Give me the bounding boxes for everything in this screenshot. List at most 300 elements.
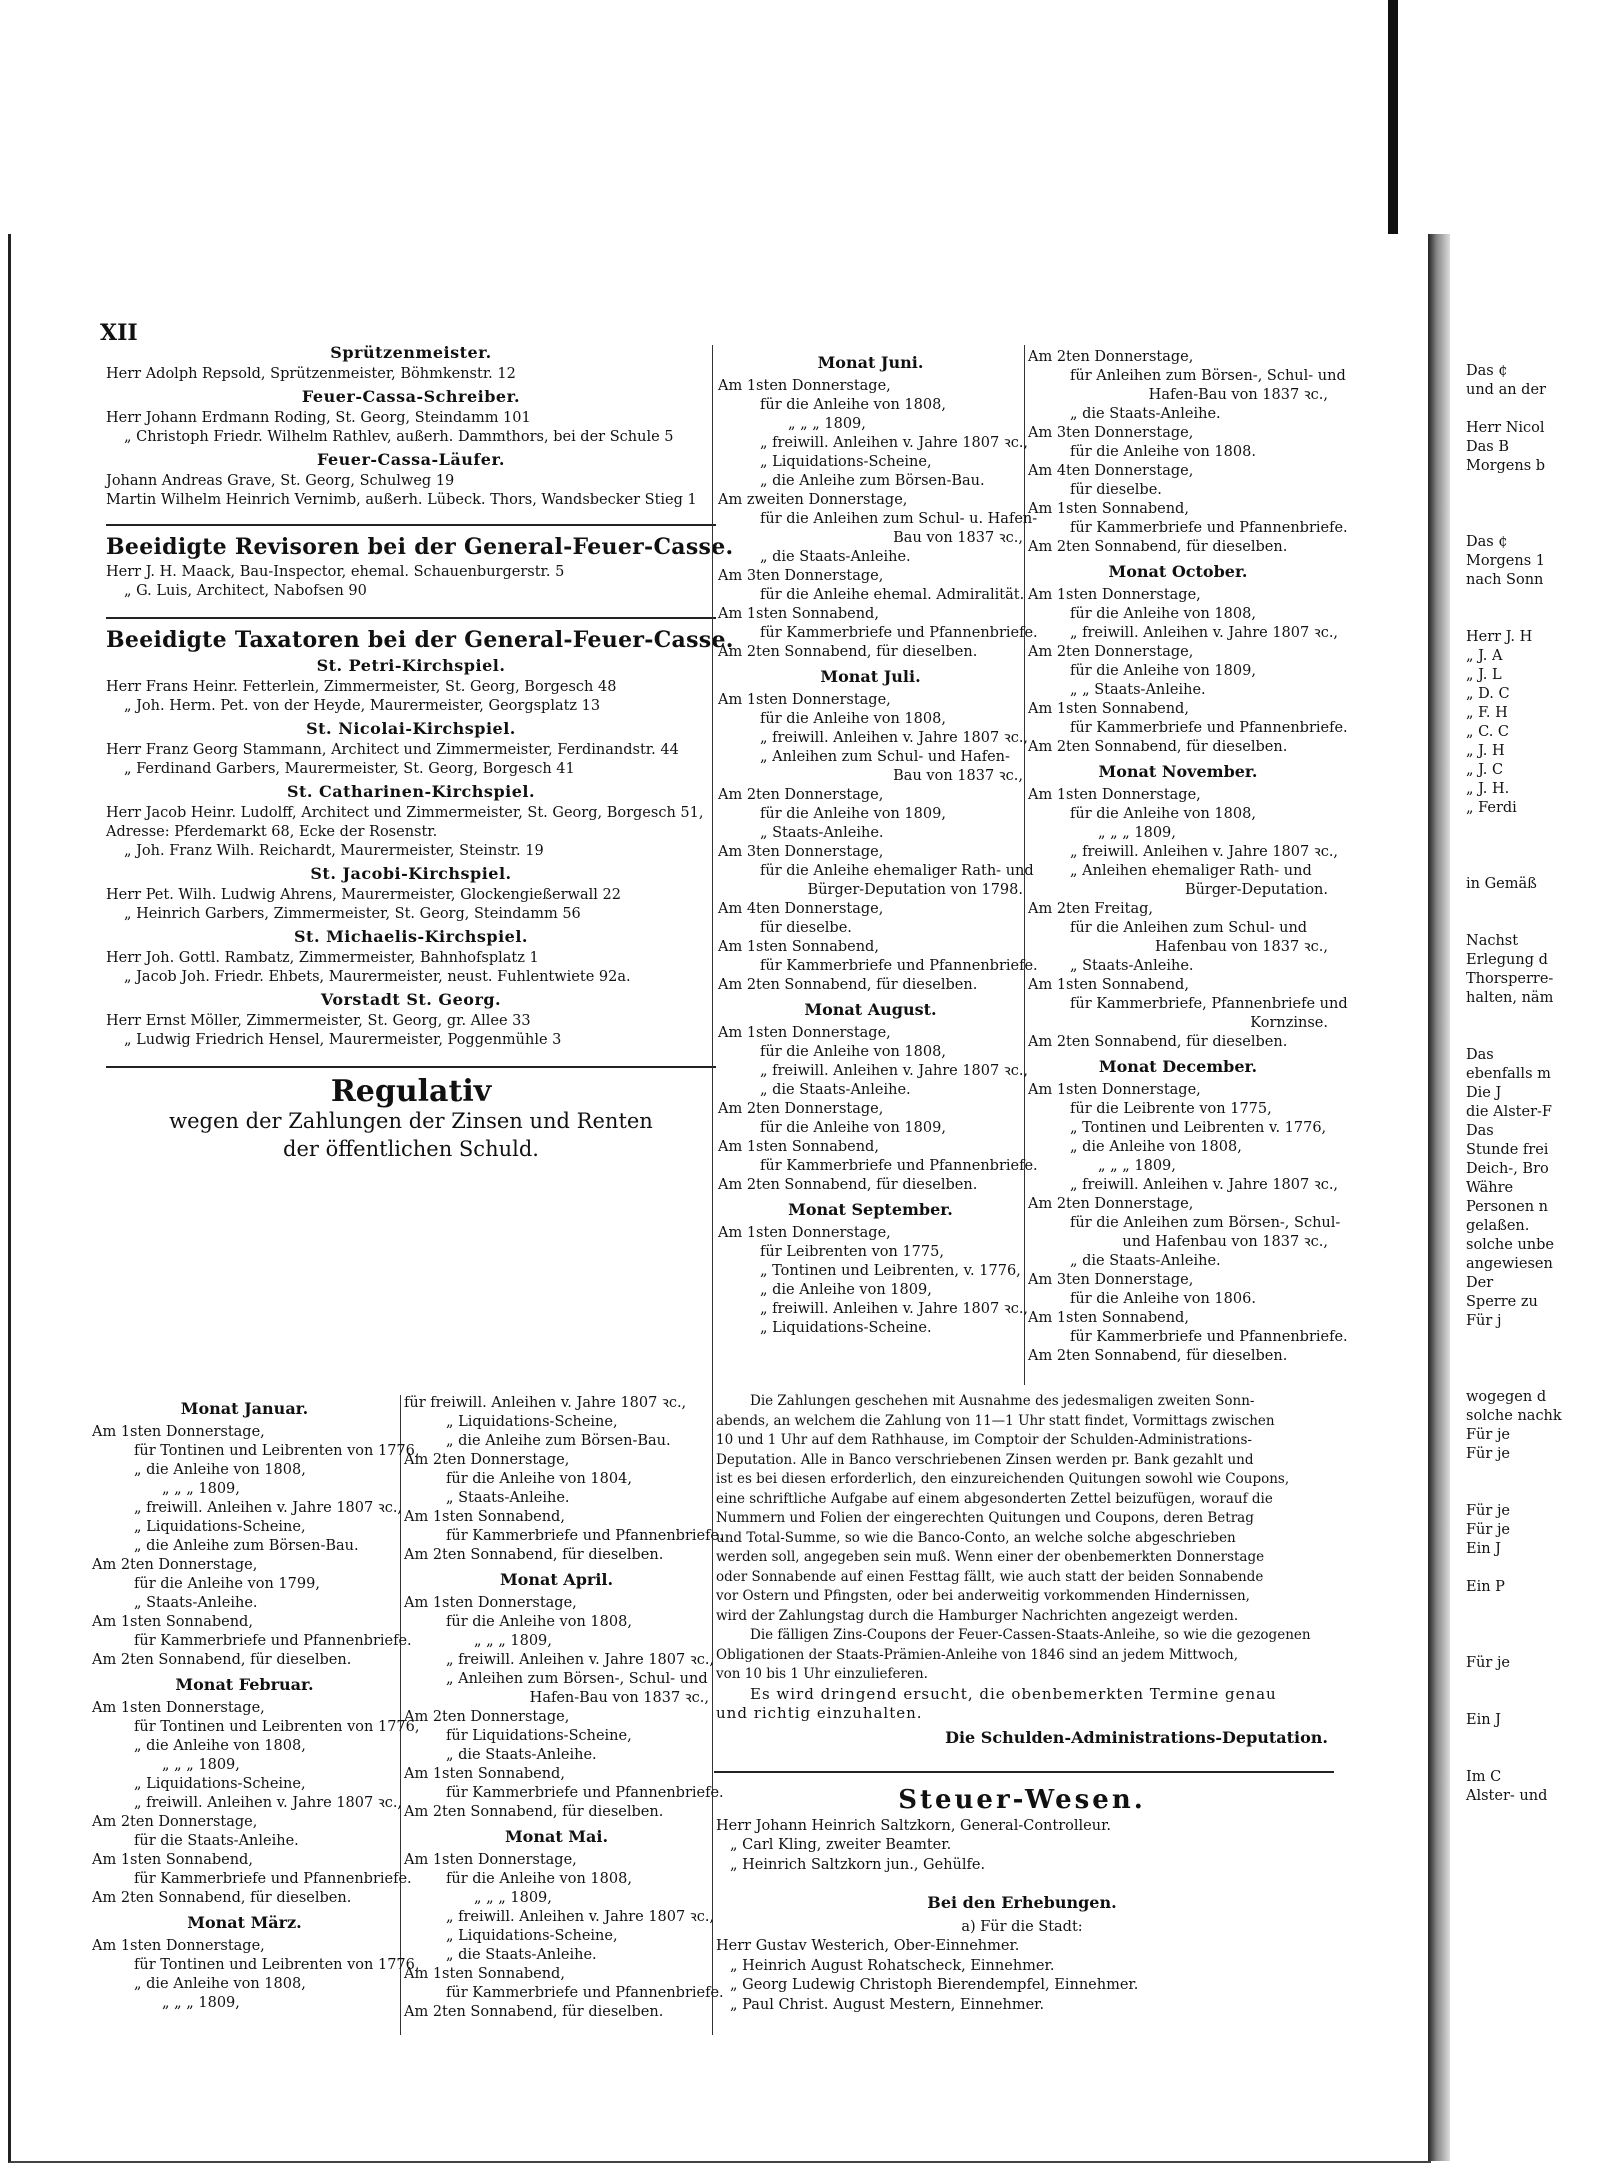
schedule-line: Am 2ten Sonnabend, für dieselben. [92,1652,352,1668]
schedule-line: Am 2ten Sonnabend, für dieselben. [92,1890,352,1906]
schedule-line: Am 1sten Sonnabend, [718,939,879,955]
fragment-line: Für j [1466,1313,1502,1329]
entry-line: Herr Adolph Repsold, Sprützenmeister, Böhmkenstr. 12 [106,366,516,382]
fragment-line: „ F. H [1466,705,1508,721]
fragment-line: „ D. C [1466,686,1510,702]
schedule-line: „ freiwill. Anleihen v. Jahre 1807 ꝛc., [446,1909,715,1925]
schedule-line: Am 2ten Sonnabend, für dieselben. [1028,1034,1288,1050]
book-gutter [1428,234,1450,2161]
schedule-line: Am 1sten Donnerstage, [718,1225,891,1241]
schedule-line: für dieselbe. [760,920,852,936]
fragment-line [1466,1483,1562,1502]
entry-line: „ Ferdinand Garbers, Maurermeister, St. Georg, Borgesch 41 [124,761,575,777]
schedule-line: „ freiwill. Anleihen v. Jahre 1807 ꝛc., [1070,625,1339,641]
notice-line: Deputation. Alle in Banco verschriebenen Zinsen werden pr. Bank gezahlt und [716,1451,1254,1468]
schedule-line: für Kammerbriefe und Pfannenbriefe. [446,1785,724,1801]
schedule-line: „ Liquidations-Scheine, [446,1928,618,1944]
fragment-line: „ J. L [1466,667,1502,683]
schedule-line: „ die Anleihe von 1808, [134,1976,306,1992]
month-heading: Monat Februar. [175,1675,314,1694]
fragment-line [1466,1369,1562,1388]
taxatoren-sections [106,656,716,1050]
schedule-line: Am zweiten Donnerstage, [718,492,908,508]
schedule-line: Am 3ten Donnerstage, [1028,425,1194,441]
regulativ-subtitle: wegen der Zahlungen der Zinsen und Renten [169,1109,653,1133]
schedule-line: für die Anleihen zum Schul- und [1070,920,1308,936]
schedule-line: Am 2ten Sonnabend, für dieselben. [404,1804,664,1820]
schedule-line: „ freiwill. Anleihen v. Jahre 1807 ꝛc., [760,435,1029,451]
entry-line: Martin Wilhelm Heinrich Vernimb, außerh. Lübeck. Thors, Wandsbecker Stieg 1 [106,492,697,508]
entry-line: „ Carl Kling, zweiter Beamter. [730,1837,952,1853]
schedule-line: „ die Anleihe zum Börsen-Bau. [446,1433,671,1449]
notice-line: von 10 bis 1 Uhr einzulieferen. [716,1666,928,1682]
scan-top-margin [0,0,1600,234]
schedule-line: „ die Staats-Anleihe. [1070,406,1221,422]
schedule-line: für Leibrenten von 1775, [760,1244,944,1260]
left-column [106,340,734,1163]
fragment-line: „ J. H. [1466,781,1510,797]
steuer-heading: Steuer-Wesen. [898,1785,1146,1815]
schedule-line: Am 2ten Donnerstage, [404,1452,570,1468]
schedule-line: Am 2ten Donnerstage, [92,1557,258,1573]
section-heading: Feuer-Cassa-Läufer. [316,450,505,469]
schedule-line: „ Tontinen und Leibrenten, v. 1776, [760,1263,1021,1279]
divider [106,617,716,619]
entry-line: Herr Ernst Möller, Zimmermeister, St. Georg, gr. Allee 33 [106,1013,531,1029]
schedule-line: Am 2ten Sonnabend, für dieselben. [404,2004,664,2020]
notice-paragraph [716,1392,1328,1626]
schedule-line: Am 3ten Donnerstage, [718,568,884,584]
entry-line: „ Heinrich Saltzkorn jun., Gehülfe. [730,1856,986,1873]
month-heading: Monat December. [1098,1057,1258,1076]
fragment-line [1466,1027,1562,1046]
schedule-line: „ die Staats-Anleihe. [760,1082,911,1098]
schedule-line: für die Leibrente von 1775, [1070,1101,1272,1117]
schedule-line: Am 2ten Sonnabend, für dieselben. [1028,1348,1288,1364]
notice-line: abends, an welchem die Zahlung von 11—1 Uhr statt findet, Vormittags zwischen [716,1412,1275,1429]
schedule-line: für Kammerbriefe und Pfannenbriefe. [760,958,1038,974]
entry-line: „ Georg Ludewig Christoph Bierendempfel, Einnehmer. [730,1977,1139,1993]
fragment-line: Morgens 1 [1466,553,1545,569]
fragment-line: Der [1466,1275,1494,1291]
schedule-line: „ Staats-Anleihe. [760,825,884,841]
parish-heading: St. Petri-Kirchspiel. [316,656,506,675]
schedule-line: Bau von 1837 ꝛc., [893,768,1023,784]
fragment-line: Im C [1466,1769,1502,1785]
column-rule [400,1395,401,2035]
parish-heading: St. Jacobi-Kirchspiel. [310,864,512,883]
fragment-line: „ C. C [1466,724,1510,740]
schedule-line: „ „ „ 1809, [1098,825,1176,841]
sub-heading: Bei den Erhebungen. [927,1893,1117,1912]
schedule-line: für Kammerbriefe und Pfannenbriefe. [760,1158,1038,1174]
month-heading: Monat Mai. [504,1827,609,1846]
schedule-line: für die Anleihe von 1808, [446,1614,632,1630]
fragment-line [1466,495,1562,514]
schedule-line: „ Tontinen und Leibrenten v. 1776, [1070,1120,1327,1136]
fragment-line: Ein J [1466,1541,1501,1557]
month-heading: Monat Juli. [820,667,921,686]
scan-dark-edge [1388,0,1398,234]
schedule-line: Bürger-Deputation. [1184,882,1328,898]
schedule-line: für Kammerbriefe und Pfannenbriefe. [1070,520,1348,536]
schedule-line: „ „ „ 1809, [788,416,866,432]
schedule-line: Am 2ten Sonnabend, für dieselben. [1028,539,1288,555]
regulativ-column-a [92,1394,420,2013]
schedule-line: „ „ „ 1809, [162,1757,240,1773]
fragment-line: Morgens b [1466,458,1546,474]
next-page-fragment [1450,234,1600,2161]
schedule-line: „ „ „ 1809, [1098,1158,1176,1174]
fragment-line [1466,1331,1562,1350]
schedule-line: „ freiwill. Anleihen v. Jahre 1807 ꝛc., [760,1063,1029,1079]
entry-line: „ Joh. Herm. Pet. von der Heyde, Maurermeister, Georgsplatz 13 [124,698,601,714]
parish-heading: St. Michaelis-Kirchspiel. [294,927,528,946]
schedule-line: für die Anleihe ehemal. Admiralität. [760,587,1025,603]
month-heading: Monat September. [788,1200,953,1219]
schedule-line: „ freiwill. Anleihen v. Jahre 1807 ꝛc., [134,1500,403,1516]
schedule-line: für die Anleihe von 1809, [760,1120,946,1136]
schedule-line: Am 2ten Sonnabend, für dieselben. [1028,739,1288,755]
schedule-line: Am 1sten Donnerstage, [404,1852,577,1868]
entry-line: Herr Pet. Wilh. Ludwig Ahrens, Maurermeister, Glockengießerwall 22 [106,887,621,903]
schedule-line: für die Anleihe ehemaliger Rath- und [760,863,1034,879]
schedule-line: Am 1sten Sonnabend, [92,1614,253,1630]
schedule-line: „ Anleihen zum Schul- und Hafen- [760,749,1010,765]
fragment-line: gelaßen. [1466,1218,1530,1234]
fragment-line [1466,1673,1562,1692]
entry-line: Herr Frans Heinr. Fetterlein, Zimmermeister, St. Georg, Borgesch 48 [106,679,617,695]
schedule-line: Am 1sten Donnerstage, [1028,787,1201,803]
notice-line: eine schriftliche Aufgabe auf einem abgesonderten Zettel beizufügen, worauf die [716,1490,1273,1507]
fragment-line: Für je [1466,1427,1511,1443]
fragment-line: Herr Nicol [1466,420,1545,436]
schedule-line: „ Anleihen ehemaliger Rath- und [1070,863,1312,879]
notice-line: 10 und 1 Uhr auf dem Rathhause, im Comptoir der Schulden-Administrations- [716,1432,1252,1448]
divider [106,524,716,526]
schedule-line: Am 2ten Sonnabend, für dieselben. [718,1177,978,1193]
schedule-line: Am 2ten Sonnabend, für dieselben. [718,977,978,993]
schedule-line: „ die Anleihe von 1808, [134,1738,306,1754]
schedule-line: „ Liquidations-Scheine, [446,1414,618,1430]
schedule-line: „ „ „ 1809, [474,1890,552,1906]
entry-line: Herr Johann Erdmann Roding, St. Georg, Steindamm 101 [106,410,531,426]
schedule-line: für die Anleihe von 1809, [760,806,946,822]
schedule-line: für die Anleihe von 1808, [1070,806,1256,822]
parish-heading: St. Catharinen-Kirchspiel. [286,782,536,801]
schedule-line: Am 2ten Donnerstage, [92,1814,258,1830]
schedule-line: „ die Staats-Anleihe. [760,549,911,565]
fragment-line: Sperre zu [1466,1294,1538,1310]
schedule-line: für Kammerbriefe und Pfannenbriefe. [134,1633,412,1649]
schedule-line: für die Anleihe von 1808. [1070,444,1256,460]
schedule-line: Am 1sten Sonnabend, [92,1852,253,1868]
section-heading: Feuer-Cassa-Schreiber. [301,387,521,406]
schedule-line: für Kammerbriefe und Pfannenbriefe. [446,1528,724,1544]
schedule-line: „ die Anleihe zum Börsen-Bau. [134,1538,359,1554]
page-number: XII [100,320,138,346]
schedule-line: „ Liquidations-Scheine, [134,1776,306,1792]
regulativ-subtitle: der öffentlichen Schuld. [283,1137,539,1161]
schedule-line: für freiwill. Anleihen v. Jahre 1807 ꝛc., [404,1395,687,1411]
schedule-line: für die Anleihe von 1808, [1070,606,1256,622]
month-heading: Monat Juni. [817,353,924,372]
schedule-line: für Kammerbriefe und Pfannenbriefe. [760,625,1038,641]
fragment-line: Das [1466,1123,1494,1139]
entry-line: Adresse: Pferdemarkt 68, Ecke der Rosenstr. [106,824,438,840]
schedule-line: Am 3ten Donnerstage, [718,844,884,860]
fragment-line: ebenfalls m [1466,1066,1551,1082]
fragment-line: Das [1466,1047,1494,1063]
entry-line: Herr Franz Georg Stammann, Architect und Zimmermeister, Ferdinandstr. 44 [106,742,679,758]
schedule-line: Am 2ten Sonnabend, für dieselben. [718,644,978,660]
schedule-line: „ die Staats-Anleihe. [1070,1253,1221,1269]
schedule-line: Am 1sten Donnerstage, [1028,1082,1201,1098]
fragment-line [1466,1350,1562,1369]
month-heading: Monat März. [187,1913,302,1932]
notice-paragraph [716,1626,1328,1685]
schedule-line: „ freiwill. Anleihen v. Jahre 1807 ꝛc., [1070,844,1339,860]
parish-heading: St. Nicolai-Kirchspiel. [306,719,516,738]
schedule-line: für die Anleihe von 1799, [134,1576,320,1592]
fragment-line: solche nachk [1466,1408,1562,1424]
entry-line: Herr Gustav Westerich, Ober-Einnehmer. [716,1938,1020,1954]
schedule-line: für die Anleihen zum Schul- u. Hafen- [760,511,1038,527]
schedule-line: „ die Anleihe von 1809, [760,1282,932,1298]
schedule-line: Am 1sten Sonnabend, [718,606,879,622]
schedule-line: für Kammerbriefe und Pfannenbriefe. [134,1871,412,1887]
schedule-line: Am 1sten Donnerstage, [1028,587,1201,603]
schedule-line: Am 2ten Donnerstage, [1028,1196,1194,1212]
fragment-line: Alster- und [1466,1788,1548,1804]
middle-column [718,348,1038,1338]
schedule-line: und Hafenbau von 1837 ꝛc., [1122,1234,1328,1250]
month-heading: Monat November. [1098,762,1258,781]
schedule-line: für die Anleihe von 1808, [446,1871,632,1887]
schedule-line: „ die Staats-Anleihe. [446,1747,597,1763]
schedule-line: „ Anleihen zum Börsen-, Schul- und [446,1671,708,1687]
fragment-line: in Gemäß [1466,876,1537,892]
fragment-line: Für je [1466,1446,1511,1462]
fragment-line: Personen n [1466,1199,1548,1215]
schedule-line: für Kammerbriefe und Pfannenbriefe. [446,1985,724,2001]
schedule-line: „ „ „ 1809, [474,1633,552,1649]
sub-section: a) Für die Stadt: [961,1918,1083,1935]
fragment-line [1466,609,1562,628]
fragment-line: Erlegung d [1466,952,1548,968]
schedule-line: Am 2ten Donnerstage, [1028,349,1194,365]
fragment-line [1466,1730,1562,1749]
fragment-line: Stunde frei [1466,1142,1549,1158]
schedule-line: „ die Anleihe von 1808, [134,1462,306,1478]
fragment-line [1466,1597,1562,1616]
fragment-line: Für je [1466,1522,1511,1538]
fragment-line [1466,1749,1562,1768]
section-heading: Sprützenmeister. [330,343,492,362]
schedule-line: Am 2ten Donnerstage, [1028,644,1194,660]
schedule-line: für die Anleihe von 1804, [446,1471,632,1487]
fragment-line: Nachst [1466,933,1519,949]
schedule-line: Am 1sten Sonnabend, [1028,701,1189,717]
schedule-line: für Liquidations-Scheine, [446,1728,632,1744]
notice-line: Es wird dringend ersucht, die obenbemerkten Termine genau [750,1684,1277,1703]
notice-line: Die fälligen Zins-Coupons der Feuer-Cassen-Staats-Anleihe, so wie die gezogenen [750,1627,1311,1643]
entry-line: Herr Johann Heinrich Saltzkorn, General-Controlleur. [716,1817,1112,1834]
schedule-line: für die Anleihe von 1808, [760,397,946,413]
schedule-line: Hafen-Bau von 1837 ꝛc., [1148,387,1328,403]
schedule-line: Am 1sten Donnerstage, [92,1938,265,1954]
schedule-line: Am 2ten Sonnabend, für dieselben. [404,1547,664,1563]
fragment-line: „ J. H [1466,743,1505,759]
notice-line: und Total-Summe, so wie die Banco-Conto, an welche solche abgeschrieben [716,1529,1236,1546]
fragment-line: angewiesen [1466,1256,1553,1272]
fragment-line [1466,913,1562,932]
fragment-line [1466,818,1562,837]
divider [714,1771,1334,1773]
entry-line: „ Ludwig Friedrich Hensel, Maurermeister, Poggenmühle 3 [124,1032,562,1048]
schedule-line: „ freiwill. Anleihen v. Jahre 1807 ꝛc., [760,1301,1029,1317]
schedule-line: Am 1sten Sonnabend, [404,1766,565,1782]
schedule-line: „ die Anleihe zum Börsen-Bau. [760,473,985,489]
entry-line: „ Heinrich August Rohatscheck, Einnehmer. [730,1957,1055,1974]
schedule-line: für Anleihen zum Börsen-, Schul- und [1070,368,1346,384]
schedule-line: „ freiwill. Anleihen v. Jahre 1807 ꝛc., [760,730,1029,746]
fragment-line: Ein J [1466,1712,1501,1728]
notice-line: werden soll, angegeben sein muß. Wenn einer der obenbemerkten Donnerstage [716,1549,1265,1565]
payment-notice [716,1392,1328,2015]
fragment-line: Für je [1466,1503,1511,1519]
next-page-lines [1466,362,1562,1806]
notice-line: Die Zahlungen geschehen mit Ausnahme des jedesmaligen zweiten Sonn- [750,1393,1255,1409]
fragment-line [1466,476,1562,495]
regulativ-column-b [404,1394,724,2022]
schedule-line: für die Anleihen zum Börsen-, Schul- [1070,1215,1341,1231]
schedule-line: für Tontinen und Leibrenten von 1776, [134,1957,420,1973]
schedule-line: Am 2ten Donnerstage, [404,1709,570,1725]
fragment-line: Deich-, Bro [1466,1161,1549,1177]
fragment-line: „ Ferdi [1466,800,1517,816]
schedule-line: Am 3ten Donnerstage, [1028,1272,1194,1288]
month-heading: Monat October. [1108,562,1248,581]
fragment-line: „ J. A [1466,648,1503,664]
fragment-line [1466,1692,1562,1711]
schedule-line: Am 4ten Donnerstage, [1028,463,1194,479]
entry-line: „ Joh. Franz Wilh. Reichardt, Maurermeister, Steinstr. 19 [124,843,544,859]
column-rule [712,345,713,2035]
right-column [1028,348,1348,1366]
entry-line: Herr Jacob Heinr. Ludolff, Architect und Zimmermeister, St. Georg, Borgesch 51, [106,805,704,821]
schedule-line: Am 1sten Donnerstage, [92,1700,265,1716]
fragment-line [1466,894,1562,913]
schedule-line: Am 4ten Donnerstage, [718,901,884,917]
fragment-line [1466,1008,1562,1027]
fragment-line: Das ¢ [1466,534,1508,550]
schedule-line: Am 1sten Donnerstage, [718,692,891,708]
fragment-line: Währe [1466,1180,1514,1196]
entry-line: „ G. Luis, Architect, Nabofsen 90 [124,583,367,599]
notice-line: wird der Zahlungstag durch die Hamburger Nachrichten angezeigt werden. [716,1607,1239,1624]
notice-paragraph [716,1685,1328,1724]
fragment-line: Die J [1466,1085,1502,1101]
schedule-line: Am 1sten Sonnabend, [1028,977,1189,993]
notice-line: Obligationen der Staats-Prämien-Anleihe von 1846 sind an jedem Mittwoch, [716,1646,1239,1663]
schedule-line: für die Staats-Anleihe. [134,1833,299,1849]
fragment-line [1466,856,1562,875]
schedule-line: für Tontinen und Leibrenten von 1776, [134,1443,420,1459]
entry-line: „ Heinrich Garbers, Zimmermeister, St. Georg, Steindamm 56 [124,906,581,922]
month-heading: Monat August. [804,1000,937,1019]
month-heading: Monat April. [499,1570,614,1589]
schedule-line: „ Staats-Anleihe. [1070,958,1194,974]
schedule-line: für dieselbe. [1070,482,1162,498]
schedule-line: „ die Anleihe von 1808, [1070,1139,1242,1155]
fragment-line: Thorsperre- [1466,971,1554,987]
notice-line: ist es bei diesen erforderlich, den einzureichenden Quitungen sowohl wie Coupons, [716,1471,1290,1487]
schedule-line: für die Anleihe von 1809, [1070,663,1256,679]
section-heading: Beeidigte Revisoren bei der General-Feuer-Casse. [106,534,734,560]
signature: Die Schulden-Administrations-Deputation. [945,1727,1328,1747]
regulativ-title: Regulativ [330,1074,492,1109]
fragment-line [1466,1635,1562,1654]
schedule-line: Am 1sten Donnerstage, [718,1025,891,1041]
schedule-line: „ Staats-Anleihe. [446,1490,570,1506]
entry-line: „ Christoph Friedr. Wilhelm Rathlev, außerh. Dammthors, bei der Schule 5 [124,429,674,445]
entry-line: Johann Andreas Grave, St. Georg, Schulweg 19 [106,473,455,489]
schedule-line: „ freiwill. Anleihen v. Jahre 1807 ꝛc., [446,1652,715,1668]
schedule-line: Am 1sten Sonnabend, [1028,501,1189,517]
fragment-line: und an der [1466,382,1546,398]
schedule-line: „ die Staats-Anleihe. [446,1947,597,1963]
notice-line: oder Sonnabende auf einen Festtag fällt, wie auch statt der beiden Sonnabende [716,1568,1264,1585]
fragment-line [1466,1464,1562,1483]
schedule-line: Am 2ten Donnerstage, [718,787,884,803]
schedule-line: Am 1sten Sonnabend, [718,1139,879,1155]
schedule-line: Am 1sten Sonnabend, [404,1966,565,1982]
section-heading: Beeidigte Taxatoren bei der General-Feuer-Casse. [106,627,734,653]
schedule-line: „ freiwill. Anleihen v. Jahre 1807 ꝛc., [134,1795,403,1811]
fragment-line: Das ¢ [1466,363,1508,379]
schedule-line: „ „ „ 1809, [162,1481,240,1497]
fragment-line: Das B [1466,439,1509,455]
fragment-line: Ein P [1466,1579,1505,1595]
fragment-line: wogegen d [1466,1389,1547,1405]
fragment-line [1466,1559,1562,1578]
schedule-line: für die Anleihe von 1806. [1070,1291,1256,1307]
schedule-line: „ freiwill. Anleihen v. Jahre 1807 ꝛc., [1070,1177,1339,1193]
schedule-line: „ Liquidations-Scheine, [760,454,932,470]
fragment-line [1466,837,1562,856]
schedule-line: Am 2ten Donnerstage, [718,1101,884,1117]
notice-line: Nummern und Folien der eingerechten Quitungen und Coupons, deren Betrag [716,1510,1254,1526]
schedule-line: „ „ „ 1809, [162,1995,240,2011]
schedule-line: Am 1sten Donnerstage, [404,1595,577,1611]
month-heading: Monat Januar. [180,1399,309,1418]
schedule-line: für die Anleihe von 1808, [760,1044,946,1060]
fragment-line [1466,590,1562,609]
schedule-line: Kornzinse. [1250,1015,1328,1031]
schedule-line: Hafenbau von 1837 ꝛc., [1154,939,1328,955]
schedule-line: „ Liquidations-Scheine, [134,1519,306,1535]
schedule-line: Bau von 1837 ꝛc., [893,530,1023,546]
schedule-line: für Kammerbriefe, Pfannenbriefe und [1070,996,1348,1012]
divider [106,1066,716,1068]
fragment-line [1466,514,1562,533]
fragment-line: die Alster-F [1466,1104,1552,1120]
entry-line: „ Paul Christ. August Mestern, Einnehmer. [730,1996,1045,2013]
notice-line: vor Ostern und Pfingsten, oder bei anderweitig vorkommenden Hindernissen, [716,1588,1250,1604]
schedule-line: für Kammerbriefe und Pfannenbriefe. [1070,720,1348,736]
schedule-line: Am 1sten Donnerstage, [718,378,891,394]
